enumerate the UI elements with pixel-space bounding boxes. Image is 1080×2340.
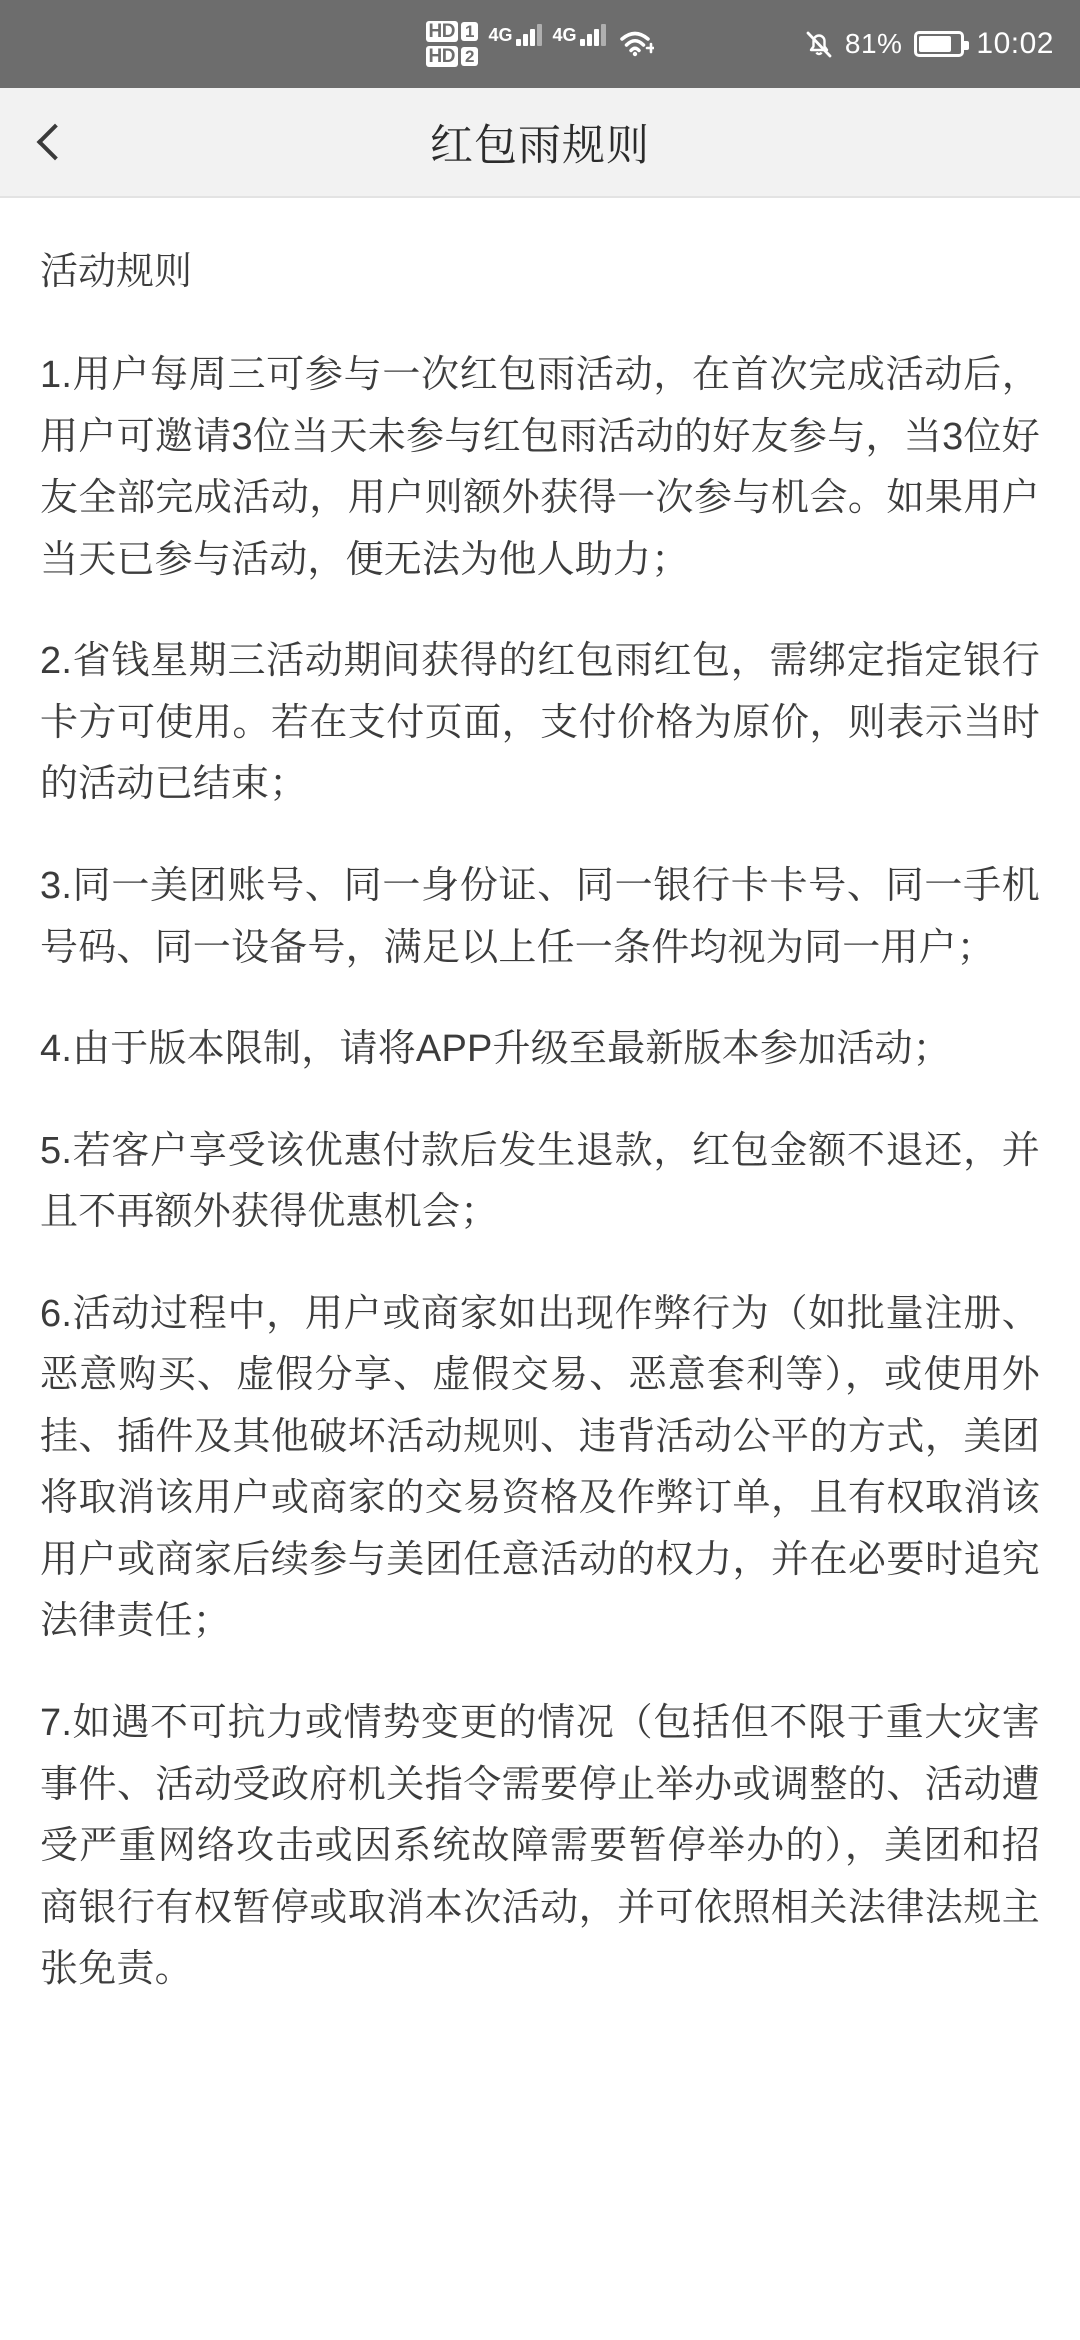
section-heading: 活动规则 [40, 251, 193, 293]
signal-bars-icon [516, 22, 542, 46]
sim1-hd-indicator [426, 21, 479, 42]
rule-item: 7.如遇不可抗力或情势变更的情况（包括但不限于重大灾害事件、活动受政府机关指令需要停止举办或调整的、活动遭受严重网络攻击或因系统故障需要暂停举办的），美团和招商银行有权暂停或取消本次活动，并可依照相关法律法规主张免责。 [40, 1702, 1040, 1991]
status-bar-center [426, 0, 655, 88]
hd-label: HD [426, 21, 458, 42]
battery-percent-label: 81% [844, 28, 903, 59]
sim-number: 2 [461, 47, 478, 66]
rule-item: 6.活动过程中，用户或商家如出现作弊行为（如批量注册、恶意购买、虚假分享、虚假交易、恶意套利等），或使用外挂、插件及其他破坏活动规则、违背活动公平的方式，美团将取消该用户或商家的交易资格及作弊订单，且有权取消该用户或商家后续参与美团任意活动的权力，并在必要时追究法律责任； [40, 1292, 1040, 1643]
signal-bars-icon [580, 22, 606, 46]
rule-item: 3.同一美团账号、同一身份证、同一银行卡卡号、同一手机号码、同一设备号，满足以上任一条件均视为同一用户； [40, 865, 1040, 969]
signal-indicator-1 [488, 22, 542, 66]
signal-indicator-2 [552, 22, 606, 66]
clock-label: 10:02 [976, 27, 1054, 60]
rule-item: 5.若客户享受该优惠付款后发生退款，红包金额不退还，并且不再额外获得优惠机会； [40, 1129, 1040, 1234]
hd-label: HD [426, 46, 458, 67]
status-bar [0, 0, 1080, 88]
battery-icon [914, 31, 964, 57]
rule-item: 4.由于版本限制，请将APP升级至最新版本参加活动； [40, 1028, 951, 1071]
wifi-icon [620, 31, 654, 57]
page-title: 红包雨规则 [430, 121, 650, 170]
sim2-hd-indicator [426, 46, 479, 67]
network-type-label: 4G [488, 25, 513, 45]
title-bar [0, 88, 1080, 196]
rules-content [0, 198, 1080, 2041]
status-bar-right [805, 0, 1054, 88]
rule-item: 1.用户每周三可参与一次红包雨活动，在首次完成活动后，用户可邀请3位当天未参与红包雨活动的好友参与，当3位好友全部完成活动，用户则额外获得一次参与机会。如果用户当天已参与活动，便无法为他人助力； [40, 354, 1040, 581]
bell-muted-icon [805, 29, 833, 59]
sim-number: 1 [461, 22, 478, 41]
dual-sim-indicator [426, 21, 479, 67]
rule-item: 2.省钱星期三活动期间获得的红包雨红包，需绑定指定银行卡方可使用。若在支付页面，支付价格为原价，则表示当时的活动已结束； [40, 640, 1040, 806]
network-type-label: 4G [552, 25, 577, 45]
